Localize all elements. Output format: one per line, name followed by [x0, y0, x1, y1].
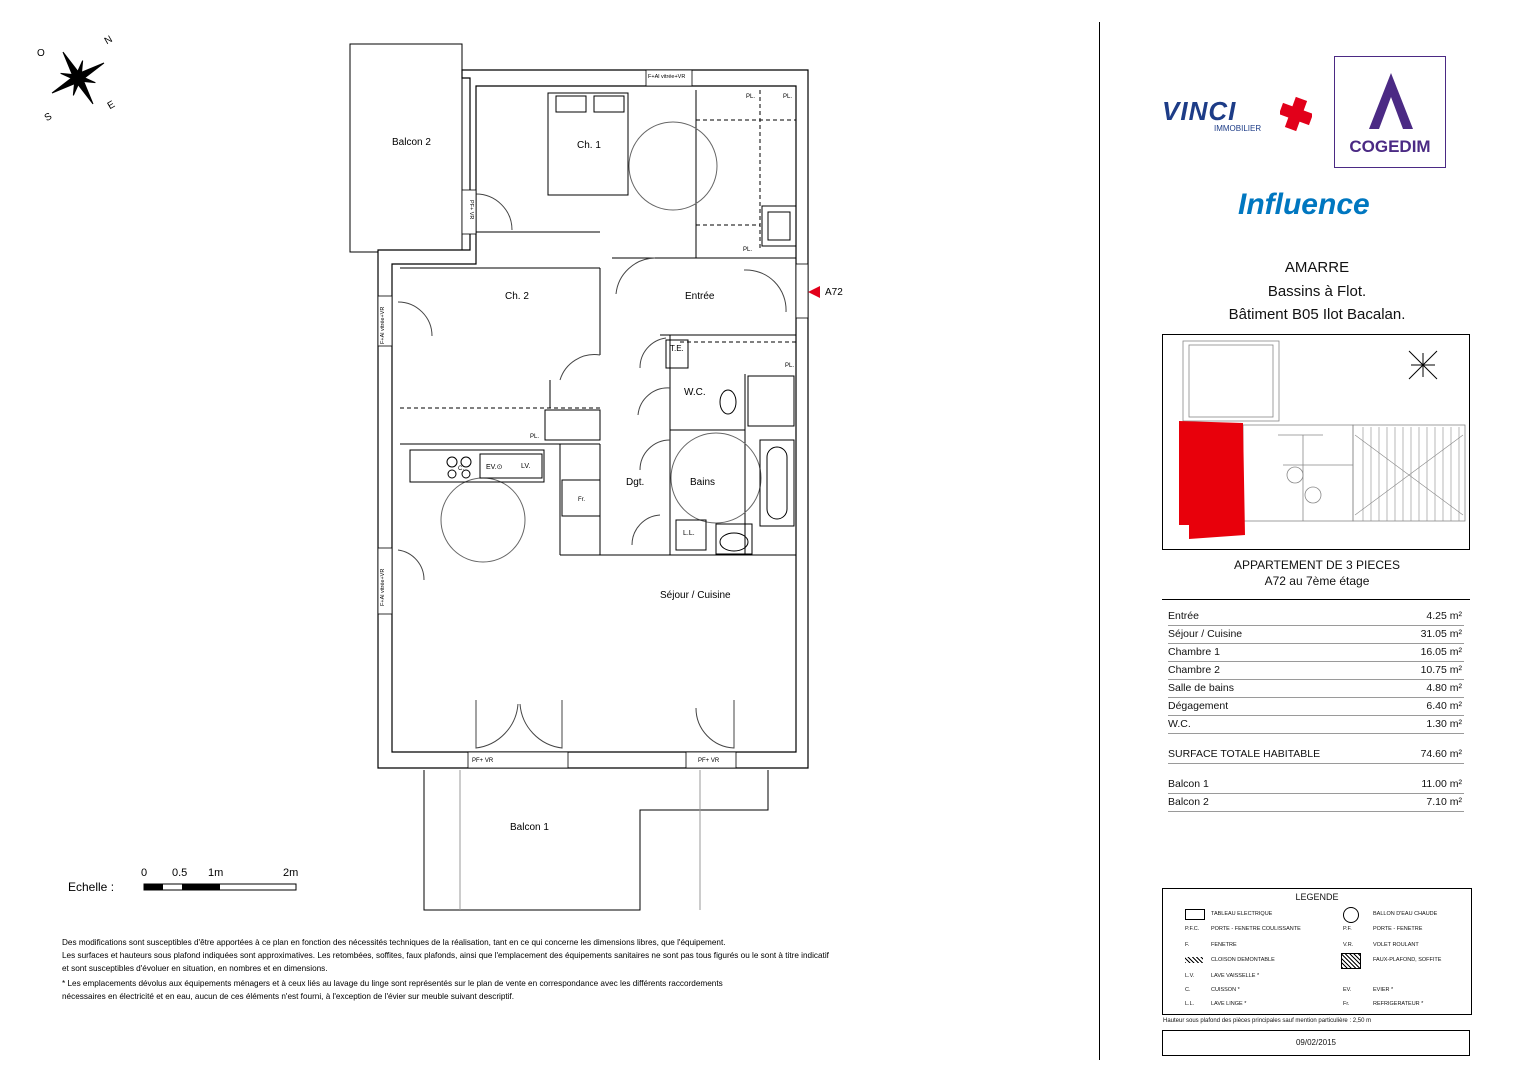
- legend-lv-text: LAVE VAISSELLE *: [1211, 973, 1260, 979]
- room-bains: Bains: [690, 477, 716, 488]
- legend-ll-sym: L.L.: [1185, 1001, 1195, 1007]
- floor-plan: [340, 40, 820, 920]
- legend: [1162, 888, 1472, 1015]
- area-row: [1168, 698, 1464, 716]
- legend-cloison-symbol: [1185, 957, 1203, 963]
- key-plan-drawing: [1163, 335, 1470, 550]
- cogedim-a-icon: [1363, 69, 1419, 131]
- entry-arrow-icon: [808, 285, 820, 299]
- room-dgt: Dgt.: [626, 477, 645, 488]
- area-value: 4.25 m²: [1426, 610, 1462, 622]
- area-name: Entrée: [1168, 610, 1199, 622]
- disclaimer-line-4: * Les emplacements dévolus aux équipements ménagers et à ceux liés au lavage du linge sont représentés sur le plan de vente en correspondance avec les différents raccordements: [62, 979, 723, 988]
- total-value: 74.60 m²: [1420, 748, 1462, 760]
- area-value: 31.05 m²: [1420, 628, 1462, 640]
- key-plan-highlight: [1179, 421, 1245, 539]
- vinci-logo: [1162, 96, 1322, 136]
- height-note: Hauteur sous plafond des pièces principales sauf mention particulière : 2,50 m: [1163, 1018, 1372, 1024]
- legend-te-text: TABLEAU ELECTRIQUE: [1211, 911, 1273, 917]
- disclaimer-line-2: Les surfaces et hauteurs sous plafond indiquées sont approximatives. Les retombées, soffites, faux plafonds, ainsi que l'emplacement des équipements sanitaires ne sont pas tous figurés ou le sont à titre indicatif: [62, 951, 829, 960]
- area-row: [1168, 662, 1464, 680]
- legend-fr-text: REFRIGERATEUR *: [1373, 1001, 1424, 1007]
- room-ch1: Ch. 1: [577, 140, 601, 151]
- area-value: 10.75 m²: [1420, 664, 1462, 676]
- cogedim-logo: [1334, 56, 1446, 168]
- window-bottom-1: PF+ VR: [472, 758, 494, 764]
- room-wc: W.C.: [684, 387, 706, 398]
- area-row: [1168, 680, 1464, 698]
- room-entree: Entrée: [685, 291, 715, 302]
- area-name: Séjour / Cuisine: [1168, 628, 1243, 640]
- disclaimer-line-1: Des modifications sont susceptibles d'être apportées à ce plan en fonction des nécessités techniques de la réalisation, tant en ce qui concerne les dimensions libres, que l'équipement.: [62, 938, 726, 947]
- compass-o: O: [37, 48, 45, 59]
- total-name: SURFACE TOTALE HABITABLE: [1168, 748, 1321, 760]
- legend-ev-text: EVIER *: [1373, 987, 1394, 993]
- legend-pf-sym: P.F.: [1343, 926, 1352, 932]
- influence-logo: Influence: [1238, 188, 1370, 221]
- legend-c-text: CUISSON *: [1211, 987, 1240, 993]
- disclaimer-line-3: et sont susceptibles d'évoluer en situation, en nombres et en dimensions.: [62, 964, 328, 973]
- pl-2: PL.: [783, 94, 793, 100]
- room-balcon-2: Balcon 2: [392, 137, 431, 148]
- legend-vr-text: VOLET ROULANT: [1373, 942, 1419, 948]
- cogedim-wordmark: COGEDIM: [1349, 137, 1431, 156]
- area-value: 6.40 m²: [1426, 700, 1462, 712]
- legend-f-sym: F.: [1185, 942, 1190, 948]
- balcony-value: 11.00 m²: [1421, 778, 1462, 790]
- apartment-title: APPARTEMENT DE 3 PIECES: [1233, 558, 1401, 572]
- balcony-name: Balcon 1: [1168, 778, 1209, 790]
- project-site: Bassins à Flot.: [1267, 283, 1367, 300]
- window-top: F+Al vitrée+VR: [648, 74, 686, 80]
- legend-f-text: FENETRE: [1211, 942, 1237, 948]
- area-row: [1168, 716, 1464, 734]
- pl-3: PL.: [743, 247, 753, 253]
- legend-bec-symbol: [1343, 907, 1359, 923]
- area-row: [1168, 644, 1464, 662]
- legend-faux-plafond-symbol: [1341, 953, 1361, 969]
- legend-title: LEGENDE: [1295, 892, 1339, 902]
- scale-tick-2m: 2m: [283, 867, 299, 879]
- window-balcon2: PF+ VR: [468, 200, 474, 220]
- label-fr: Fr.: [578, 497, 585, 503]
- window-left-2: F+Al vitrée+VR: [380, 568, 386, 606]
- compass-n: N: [102, 33, 115, 48]
- vinci-sub: IMMOBILIER: [1214, 124, 1262, 133]
- areas-top-rule: [1162, 599, 1470, 600]
- legend-te-symbol: [1185, 909, 1205, 920]
- label-lv: LV.: [521, 463, 531, 470]
- legend-pfc-text: PORTE - FENETRE COULISSANTE: [1211, 926, 1301, 932]
- scale-tick-0: 0: [141, 867, 148, 879]
- plan-date: 09/02/2015: [1295, 1038, 1337, 1047]
- pl-1: PL.: [746, 94, 756, 100]
- pl-4: PL.: [785, 363, 795, 369]
- scale-label: Echelle :: [68, 880, 115, 894]
- room-te: T.E.: [670, 344, 684, 353]
- area-name: W.C.: [1168, 718, 1191, 730]
- area-value: 4.80 m²: [1426, 682, 1462, 694]
- legend-ev-sym: EV.: [1343, 987, 1352, 993]
- legend-cloison-text: CLOISON DEMONTABLE: [1211, 957, 1275, 963]
- area-name: Chambre 2: [1168, 664, 1220, 676]
- room-sejour: Séjour / Cuisine: [660, 590, 731, 601]
- disclaimer-line-5: nécessaires en électricité et en eau, aucun de ces éléments n'est fourni, à l'exception de l'évier sur meuble suivant descriptif.: [62, 992, 515, 1001]
- key-plan: [1162, 334, 1470, 550]
- legend-faux-plafond-text: FAUX-PLAFOND, SOFFITE: [1373, 957, 1442, 963]
- area-name: Salle de bains: [1168, 682, 1234, 694]
- divider: [1099, 22, 1100, 1060]
- legend-pf-text: PORTE - FENETRE: [1373, 926, 1423, 932]
- balcony-row: [1168, 776, 1464, 794]
- apartment-subtitle: A72 au 7ème étage: [1264, 574, 1370, 588]
- legend-lv-sym: L.V.: [1185, 973, 1195, 979]
- area-value: 1.30 m²: [1426, 718, 1462, 730]
- vinci-cross-icon: [1280, 96, 1312, 132]
- scale-tick-1m: 1m: [208, 867, 224, 879]
- window-left-1: F+Al vitrée+VR: [380, 306, 386, 344]
- legend-ll-text: LAVE LINGE *: [1211, 1001, 1247, 1007]
- legend-c-sym: C.: [1185, 987, 1191, 993]
- legend-vr-sym: V.R.: [1343, 942, 1354, 948]
- pl-5: PL.: [530, 434, 540, 440]
- apartment-door-tag: A72: [825, 287, 843, 298]
- window-bottom-2: PF+ VR: [698, 758, 720, 764]
- legend-fr-sym: Fr.: [1343, 1001, 1350, 1007]
- project-name: AMARRE: [1284, 259, 1350, 276]
- area-value: 16.05 m²: [1420, 646, 1462, 658]
- label-c: C.: [458, 466, 464, 472]
- total-row: [1168, 746, 1464, 764]
- compass-e: E: [105, 99, 117, 112]
- scale-bar: [140, 880, 300, 896]
- scale-tick-05: 0.5: [172, 867, 188, 879]
- legend-bec-text: BALLON D'EAU CHAUDE: [1373, 911, 1438, 917]
- compass-s: S: [42, 111, 54, 124]
- room-balcon-1: Balcon 1: [510, 822, 549, 833]
- balcony-name: Balcon 2: [1168, 796, 1209, 808]
- balcony-value: 7.10 m²: [1426, 796, 1462, 808]
- room-ch2: Ch. 2: [505, 291, 529, 302]
- label-ll: L.L.: [683, 530, 695, 537]
- project-building: Bâtiment B05 Ilot Bacalan.: [1228, 306, 1406, 323]
- vinci-wordmark: VINCI: [1162, 96, 1237, 126]
- area-row: [1168, 626, 1464, 644]
- area-row: [1168, 608, 1464, 626]
- balcony-row: [1168, 794, 1464, 812]
- legend-pfc-sym: P.F.C.: [1185, 926, 1200, 932]
- area-name: Dégagement: [1168, 700, 1229, 712]
- area-name: Chambre 1: [1168, 646, 1220, 658]
- date-box: [1162, 1030, 1470, 1056]
- label-ev: EV.⊙: [486, 464, 503, 471]
